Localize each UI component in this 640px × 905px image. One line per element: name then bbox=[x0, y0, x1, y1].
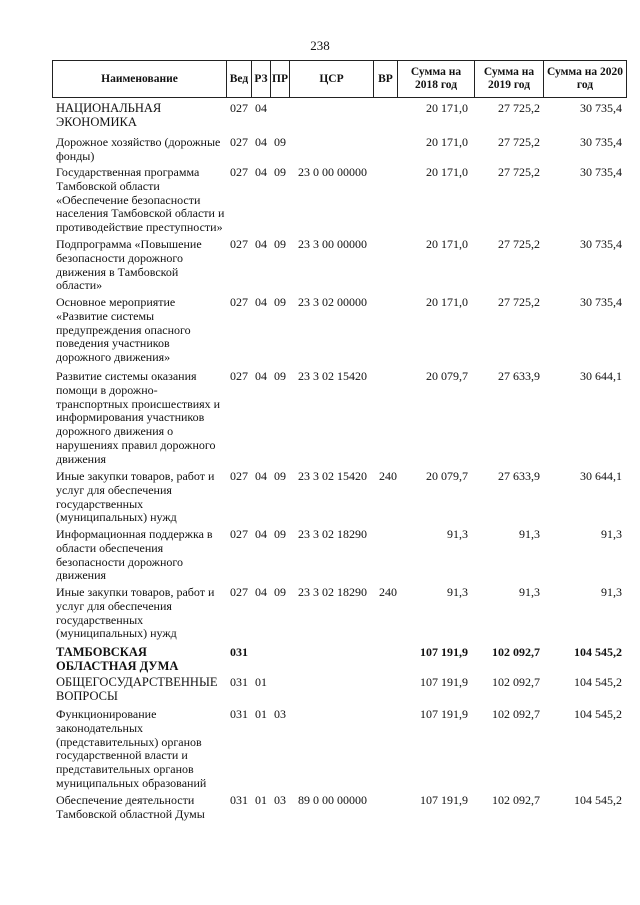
row-name: ТАМБОВСКАЯ ОБЛАСТНАЯ ДУМА bbox=[56, 645, 179, 673]
row-rz: 01 bbox=[255, 675, 267, 689]
row-name: Дорожное хозяйство (дорожные фонды) bbox=[56, 135, 221, 163]
row-sum-2018: 107 191,9 bbox=[420, 707, 468, 721]
row-rz: 04 bbox=[255, 469, 267, 483]
row-csr: 23 3 02 18290 bbox=[298, 585, 367, 599]
row-pr: 09 bbox=[274, 469, 286, 483]
row-pr: 09 bbox=[274, 585, 286, 599]
row-name: Функционирование законодательных (представительных) органов государственной власти и представительных органов муниципальных образований bbox=[56, 707, 207, 790]
row-csr: 23 3 02 15420 bbox=[298, 369, 367, 383]
row-rz: 04 bbox=[255, 165, 267, 179]
row-ved: 031 bbox=[230, 675, 248, 689]
row-ved: 027 bbox=[230, 165, 248, 179]
row-sum-2019: 27 633,9 bbox=[498, 369, 540, 383]
row-vr: 240 bbox=[379, 585, 397, 599]
row-sum-2018: 107 191,9 bbox=[420, 645, 468, 659]
row-sum-2020: 104 545,2 bbox=[574, 793, 622, 807]
header-name: Наименование bbox=[53, 61, 227, 98]
row-sum-2020: 30 644,1 bbox=[580, 469, 622, 483]
row-ved: 031 bbox=[230, 645, 248, 659]
row-ved: 027 bbox=[230, 585, 248, 599]
row-sum-2018: 20 171,0 bbox=[426, 101, 468, 115]
row-rz: 04 bbox=[255, 585, 267, 599]
row-ved: 027 bbox=[230, 135, 248, 149]
row-sum-2019: 27 725,2 bbox=[498, 237, 540, 251]
row-sum-2019: 91,3 bbox=[519, 585, 540, 599]
row-ved: 027 bbox=[230, 101, 248, 115]
header-sum-2019: Сумма на 2019 год bbox=[475, 61, 544, 98]
row-name: Иные закупки товаров, работ и услуг для обеспечения государственных (муниципальных) нужд bbox=[56, 469, 215, 525]
row-ved: 027 bbox=[230, 369, 248, 383]
row-sum-2019: 27 725,2 bbox=[498, 295, 540, 309]
row-sum-2020: 30 735,4 bbox=[580, 237, 622, 251]
row-sum-2020: 30 735,4 bbox=[580, 135, 622, 149]
row-name: Основное мероприятие «Развитие системы предупреждения опасного поведения участников дорожного движения» bbox=[56, 295, 191, 365]
row-name: ОБЩЕГОСУДАРСТВЕННЫЕ ВОПРОСЫ bbox=[56, 675, 218, 703]
row-ved: 027 bbox=[230, 295, 248, 309]
row-sum-2019: 27 725,2 bbox=[498, 165, 540, 179]
header-sum-2018: Сумма на 2018 год bbox=[398, 61, 475, 98]
header-sum-2020: Сумма на 2020 год bbox=[544, 61, 627, 98]
table-header bbox=[52, 60, 627, 98]
row-ved: 027 bbox=[230, 469, 248, 483]
row-csr: 23 3 00 00000 bbox=[298, 237, 367, 251]
row-sum-2018: 91,3 bbox=[447, 585, 468, 599]
row-name: НАЦИОНАЛЬНАЯ ЭКОНОМИКА bbox=[56, 101, 162, 129]
row-sum-2020: 30 735,4 bbox=[580, 295, 622, 309]
row-pr: 03 bbox=[274, 707, 286, 721]
row-rz: 04 bbox=[255, 369, 267, 383]
row-ved: 031 bbox=[230, 707, 248, 721]
row-sum-2019: 102 092,7 bbox=[492, 675, 540, 689]
page-number: 238 bbox=[310, 38, 330, 53]
row-rz: 04 bbox=[255, 135, 267, 149]
row-csr: 23 3 02 00000 bbox=[298, 295, 367, 309]
row-csr: 23 3 02 18290 bbox=[298, 527, 367, 541]
row-sum-2018: 20 079,7 bbox=[426, 469, 468, 483]
row-sum-2020: 104 545,2 bbox=[574, 645, 622, 659]
row-sum-2018: 91,3 bbox=[447, 527, 468, 541]
row-name: Развитие системы оказания помощи в дорожно- транспортных происшествиях и информирования участников дорожного движения о нарушениях правил дорожного движения bbox=[56, 369, 221, 466]
row-sum-2018: 20 171,0 bbox=[426, 165, 468, 179]
row-sum-2018: 20 171,0 bbox=[426, 237, 468, 251]
row-name: Информационная поддержка в области обеспечения безопасности дорожного движения bbox=[56, 527, 213, 583]
row-sum-2019: 27 633,9 bbox=[498, 469, 540, 483]
row-rz: 01 bbox=[255, 793, 267, 807]
row-sum-2018: 107 191,9 bbox=[420, 793, 468, 807]
row-sum-2018: 20 171,0 bbox=[426, 135, 468, 149]
row-sum-2020: 91,3 bbox=[601, 585, 622, 599]
row-pr: 09 bbox=[274, 237, 286, 251]
row-sum-2020: 104 545,2 bbox=[574, 707, 622, 721]
header-ved: Вед bbox=[227, 61, 252, 98]
row-csr: 23 3 02 15420 bbox=[298, 469, 367, 483]
row-ved: 027 bbox=[230, 527, 248, 541]
row-csr: 23 0 00 00000 bbox=[298, 165, 367, 179]
row-sum-2020: 30 735,4 bbox=[580, 165, 622, 179]
row-rz: 04 bbox=[255, 237, 267, 251]
row-sum-2020: 104 545,2 bbox=[574, 675, 622, 689]
row-pr: 03 bbox=[274, 793, 286, 807]
row-pr: 09 bbox=[274, 295, 286, 309]
row-sum-2019: 91,3 bbox=[519, 527, 540, 541]
row-pr: 09 bbox=[274, 527, 286, 541]
row-ved: 027 bbox=[230, 237, 248, 251]
row-name: Иные закупки товаров, работ и услуг для обеспечения государственных (муниципальных) нужд bbox=[56, 585, 215, 641]
row-sum-2019: 27 725,2 bbox=[498, 135, 540, 149]
row-sum-2020: 30 644,1 bbox=[580, 369, 622, 383]
row-sum-2018: 20 079,7 bbox=[426, 369, 468, 383]
row-rz: 04 bbox=[255, 295, 267, 309]
row-sum-2018: 107 191,9 bbox=[420, 675, 468, 689]
row-sum-2019: 102 092,7 bbox=[492, 707, 540, 721]
row-csr: 89 0 00 00000 bbox=[298, 793, 367, 807]
row-sum-2020: 30 735,4 bbox=[580, 101, 622, 115]
row-name: Подпрограмма «Повышение безопасности дорожного движения в Тамбовской области» bbox=[56, 237, 202, 293]
row-pr: 09 bbox=[274, 135, 286, 149]
header-pr: ПР bbox=[271, 61, 290, 98]
header-csr: ЦСР bbox=[290, 61, 374, 98]
header-rz: РЗ bbox=[252, 61, 271, 98]
row-pr: 09 bbox=[274, 369, 286, 383]
row-name: Государственная программа Тамбовской области «Обеспечение безопасности населения Тамбовской области и противодействие преступности» bbox=[56, 165, 225, 235]
row-rz: 01 bbox=[255, 707, 267, 721]
row-sum-2019: 27 725,2 bbox=[498, 101, 540, 115]
row-sum-2019: 102 092,7 bbox=[492, 793, 540, 807]
row-ved: 031 bbox=[230, 793, 248, 807]
row-rz: 04 bbox=[255, 527, 267, 541]
row-sum-2018: 20 171,0 bbox=[426, 295, 468, 309]
row-vr: 240 bbox=[379, 469, 397, 483]
row-pr: 09 bbox=[274, 165, 286, 179]
row-rz: 04 bbox=[255, 101, 267, 115]
row-sum-2019: 102 092,7 bbox=[492, 645, 540, 659]
header-vr: ВР bbox=[374, 61, 398, 98]
row-sum-2020: 91,3 bbox=[601, 527, 622, 541]
row-name: Обеспечение деятельности Тамбовской областной Думы bbox=[56, 793, 205, 821]
